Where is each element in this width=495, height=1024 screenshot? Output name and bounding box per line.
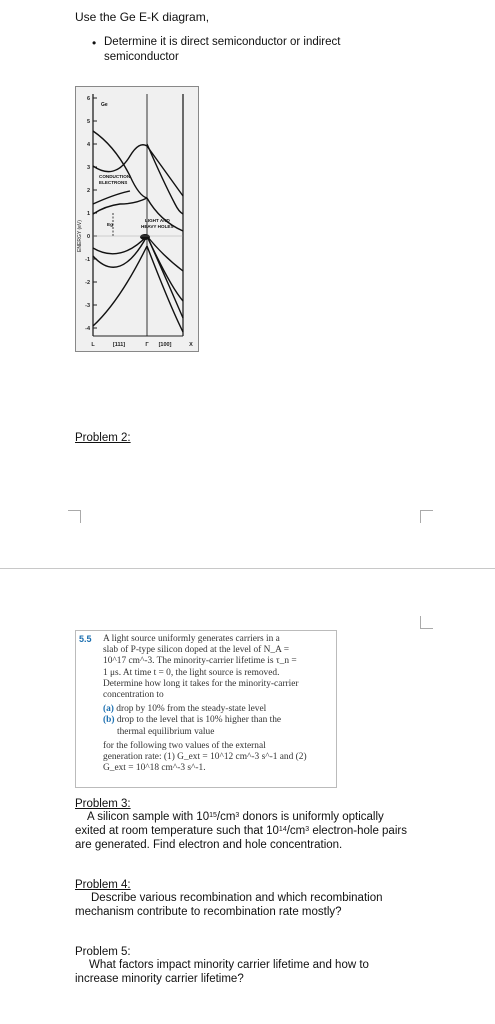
problem5-line2: increase minority carrier lifetime?: [75, 973, 244, 985]
ytick-0: 0: [86, 234, 90, 240]
ytick-m2: -2: [85, 280, 90, 286]
problem3-line2: exited at room temperature such that $10^{14}/cm^3$ electron-hole pairs: [75, 825, 407, 837]
problem-outro-line: for the following two values of the external: [103, 740, 266, 751]
xtick-100: [100]: [158, 342, 172, 348]
electrons-label: ELECTRONS: [99, 180, 128, 185]
conduction-label: CONDUCTION: [99, 174, 131, 179]
ytick-m3: -3: [85, 303, 90, 309]
ge-label: Ge: [101, 102, 108, 108]
part-b-text: drop to the level that is 10% higher than the: [116, 715, 282, 726]
ylabel: ENERGY (eV): [77, 220, 83, 252]
problem4-line1: Describe various recombination and which recombination: [91, 892, 383, 904]
problem3-title: Problem 3:: [75, 798, 131, 810]
bullet-text: Determine it is direct semiconductor or indirect semiconductor: [104, 36, 341, 63]
ytick-3: 3: [86, 165, 90, 171]
problem3-line3: are generated. Find electron and hole concentration.: [75, 839, 343, 851]
page-corner-mark: [420, 616, 433, 629]
xtick-111: [111]: [112, 342, 126, 348]
page-separator: [0, 568, 495, 569]
xtick-gamma: Γ: [145, 342, 149, 348]
problem-outro-line: G_ext = 10^18 cm^-3 s^-1.: [103, 763, 206, 774]
problem-intro-line: A light source uniformly generates carriers in a: [103, 634, 280, 644]
page-corner-mark: [420, 510, 433, 523]
xtick-l: L: [91, 342, 95, 348]
question-heading: Use the Ge E-K diagram,: [75, 10, 210, 24]
problem-number: 5.5: [79, 634, 92, 644]
problem-intro-line: Determine how long it takes for the minority-carrier: [103, 678, 299, 689]
problem5-title: Problem 5:: [75, 946, 131, 958]
ytick-m1: -1: [85, 257, 90, 263]
problem-intro-line: 10^17 cm^-3. The minority-carrier lifetime is τ_n =: [103, 656, 297, 667]
problem-intro-line: 1 μs. At time t = 0, the light source is removed.: [103, 667, 280, 678]
part-a-text: drop by 10% from the steady-state level: [116, 704, 267, 715]
eg-label: Eg: [107, 222, 113, 227]
problem4-line2: mechanism contribute to recombination rate mostly?: [75, 906, 342, 918]
heavy-holes-label: HEAVY HOLES: [141, 224, 174, 229]
light-and-label: LIGHT AND: [145, 218, 170, 223]
problem-intro-line: concentration to: [103, 690, 164, 701]
problem4-title: Problem 4:: [75, 879, 131, 891]
bullet-marker: •: [92, 36, 97, 50]
problem2-title: Problem 2:: [75, 432, 131, 444]
ytick-4: 4: [86, 142, 90, 148]
ytick-6: 6: [86, 96, 90, 102]
ytick-m4: -4: [85, 326, 90, 332]
ytick-1: 1: [86, 211, 90, 217]
problem-outro-line: generation rate: (1) G_ext = 10^12 cm^-3 s^-1 and (2): [103, 752, 307, 763]
page-corner-mark: [68, 510, 81, 523]
problem5-line1: What factors impact minority carrier lifetime and how to: [89, 959, 369, 971]
textbook-problem-image: [75, 630, 337, 788]
problem-intro-line: slab of P-type silicon doped at the level of N_A =: [103, 645, 289, 656]
ytick-2: 2: [86, 188, 90, 194]
xtick-x: X: [189, 342, 193, 348]
part-b-text-cont: thermal equilibrium value: [117, 726, 215, 737]
ge-ek-diagram: [75, 86, 199, 352]
problem3-line1: A silicon sample with $10^{15}/cm^3$ donors is uniformly optically: [87, 811, 384, 823]
part-b-label: (b): [103, 715, 115, 726]
part-a-label: (a): [103, 704, 114, 715]
ytick-5: 5: [86, 119, 90, 125]
